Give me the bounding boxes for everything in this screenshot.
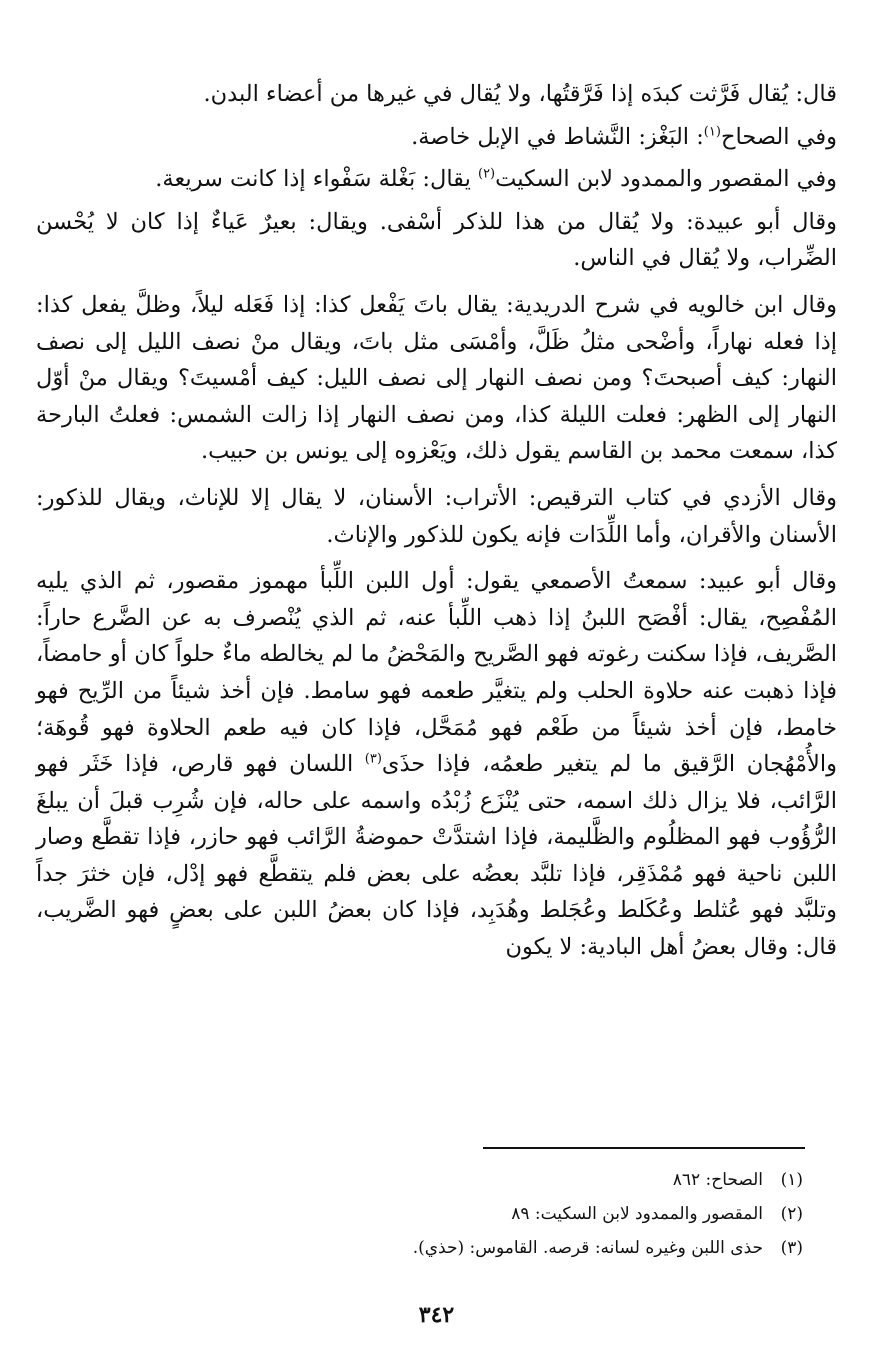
paragraph-text: وفي الصحاح [720,123,837,150]
paragraph [36,287,837,470]
paragraph-text: وقال ابن خالويه في شرح الدريدية: يقال باتَ يَفْعل كذا: إذا فَعَله ليلاً، وظلَّ يفعل كذا: إذا فعله نهاراً، وأضْحى مثلُ ظَلَّ، وأمْسَى مثل باتَ، ويقال منْ نصف الليل إلى نصف النهار: كيف أصبحتَ؟ ومن نصف النهار إلى نصف الليل: كيف أمْسيتَ؟ ويقال منْ أوّل النهار إلى الظهر: فعلت الليلة كذا، ومن نصف النهار إذا زالت الشمس: فعلتُ البارحة كذا، سمعت محمد بن القاسم يقول ذلك، ويَعْزوه إلى يونس بن حبيب. [36,291,837,465]
footnote-reference: (٢) [477,166,496,182]
paragraph [36,480,837,553]
footnote-text: الصحاح: ٨٦٢ [672,1170,763,1190]
paragraph-text: اللسان فهو قارص، فإذا خَثَر فهو الرَّائب، فلا يزال ذلك اسمه، حتى يُنْزَع زُبْدُه واسمه على حاله، فإن شُرِب قبلَ أن يبلغَ الرُّؤُوب فهو المظلُوم والظَّليمة، فإذا اشتدَّتْ حموضةُ الرَّائب فهو حازر، فإذا تقطَّع وصار اللبن ناحية فهو مُمْذَقِر، فإذا تلبَّد بعضُه على بعض فلم يتقطَّع فهو إدْل، فإن خثرَ جداً وتلبَّد فهو عُثلط وعُكَلط وعُجَلط وهُدَبِد، فإذا كان بعضُ اللبن على بعضٍ فهو الضَّريب، قال: وقال بعضُ أهل البادية: لا يكون [36,751,837,961]
paragraph [36,76,837,113]
paragraph-text: يقال: بَغْلة سَفْواء إذا كانت سريعة. [155,166,478,193]
footnote [203,1163,803,1197]
footnote-reference: (٣) [364,751,382,767]
paragraph-text: وقال أبو عبيد: سمعتُ الأصمعي يقول: أول اللبن اللِّبأ مهموز مقصور، ثم الذي يليه المُفْصِح، يقال: أفْصَح اللبنُ إذا ذهب اللِّبأ عنه، ثم الذي يُنْصرف به عن الضَّرع حاراً: الصَّريف، فإذا سكنت رغوته فهو الصَّريح والمَحْضُ ما لم يخالطه ماءٌ حلواً كان أو حامضاً، فإذا ذهبت عنه حلاوة الحلب ولم يتغيَّر طعمه فهو سامط. فإن أخذ شيئاً من الرِّيح فهو خامط، فإن أخذ شيئاً من طَعْم فهو مُمَحَّل، فإذا كان فيه طعم الحلاوة فهو قُوهَة؛ والأُمْهُجان الرَّقيق ما لم يتغير طعمُه، فإذا حذَى [36,568,838,778]
footnote [203,1231,803,1265]
paragraph [36,119,837,156]
footnote-number: (٢) [780,1204,803,1224]
footnote [203,1197,803,1231]
paragraph-text: وقال أبو عبيدة: ولا يُقال من هذا للذكر أسْفى. ويقال: بعيرٌ عَياءٌ إذا كان لا يُحْسن الضِّراب، ولا يُقال في الناس. [36,208,837,272]
footnote-number: (١) [780,1170,803,1190]
paragraph [36,161,837,198]
footnote-divider [483,1147,805,1149]
footnote-text: حذى اللبن وغيره لسانه: قرصه. القاموس: (حذي). [412,1238,763,1258]
footnotes-section [203,1163,803,1265]
footnote-reference: (١) [703,124,721,140]
paragraph-text: وفي المقصور والممدود لابن السكيت [495,166,837,193]
page-number: ٣٤٢ [418,1302,455,1328]
paragraph [36,204,837,277]
footnote-text: المقصور والممدود لابن السكيت: ٨٩ [511,1204,763,1224]
paragraph-text: قال: يُقال فَرَّثت كبدَه إذا فَرَّقتُها، ولا يُقال في غيرها من أعضاء البدن. [203,81,837,107]
footnote-number: (٣) [780,1238,803,1258]
paragraph-text: : البَغْز: النَّشاط في الإبل خاصة. [411,123,704,150]
main-text-body [36,76,837,976]
paragraph-text: وقال الأزدي في كتاب الترقيص: الأتراب: الأسنان، لا يقال إلا للإناث، ويقال للذكور: الأسنان والأقران، وأما اللِّدَات فإنه يكون للذكور والإناث. [36,484,837,548]
paragraph [36,563,837,966]
